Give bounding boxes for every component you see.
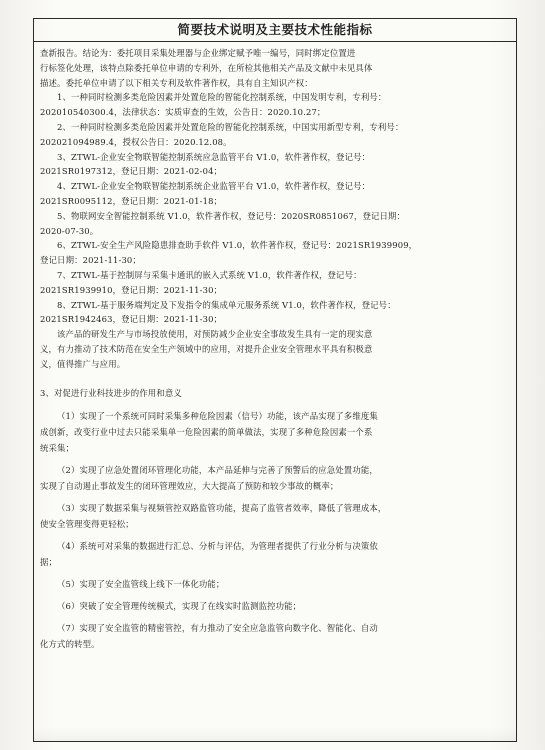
- document-body: [34, 42, 516, 652]
- intro-line: 查新报告。结论为：委托项目采集处理器与企业绑定赋予唯一编号，同时绑定位置进: [40, 48, 356, 58]
- ip-item-continuation: 202010540300.4，法律状态：实质审查的生效，公告日：2020.10.27；: [40, 107, 326, 118]
- ip-item: 7、ZTWL-基于控制屏与采集卡通讯的嵌入式系统 V1.0，软件著作权，登记号：: [57, 269, 362, 280]
- document-title: 简要技术说明及主要技术性能指标: [34, 19, 516, 42]
- benefit-item-continuation: 统采集；: [40, 443, 75, 454]
- benefit-item: （1）实现了一个系统可同时采集多种危险因素（信号）功能，该产品实现了多维度集: [57, 411, 378, 422]
- ip-item: 3、ZTWL-企业安全物联智能控制系统应急监管平台 V1.0，软件著作权，登记号：: [57, 151, 371, 162]
- benefit-item: （2）实现了应急处置闭环管理化功能，本产品延伸与完善了预警后的应急处置功能，: [57, 465, 378, 476]
- ip-item: 6、ZTWL-安全生产风险隐患排查助手软件 V1.0，软件著作权，登记号：2021SR1939909，: [57, 240, 418, 251]
- benefit-item: （7）实现了安全监管的精密管控，有力推动了安全应急监管向数字化、智能化、自动: [57, 623, 378, 634]
- benefit-item: （5）实现了安全监管线上线下一体化功能；: [57, 579, 225, 590]
- section-3-heading: 3、对促进行业科技进步的作用和意义: [40, 387, 182, 398]
- benefit-item: （3）实现了数据采集与视频管控双路监管功能，提高了监管者效率，降低了管理成本，: [57, 503, 387, 514]
- ip-item-continuation: 登记日期：2021-11-30；: [40, 255, 141, 266]
- intro-line: 描述。委托单位申请了以下相关专利及软件著作权，具有自主知识产权：: [40, 77, 313, 88]
- significance-paragraph: [40, 327, 510, 371]
- benefit-item-continuation: 化方式的转型。: [40, 639, 100, 650]
- ip-item: 4、ZTWL-企业安全物联智能控制系统企业监管平台 V1.0，软件著作权，登记号：: [57, 181, 371, 192]
- ip-item: 2、一种同时检测多类危险因素并处置危险的智能化控制系统，中国实用新型专利，专利号：: [57, 121, 404, 132]
- significance-line: 义，有力推动了技术防范在安全生产领域中的应用，对提升企业安全管理水平具有积极意: [40, 343, 373, 354]
- benefit-item-continuation: 成创新，改变行业中过去只能采集单一危险因素的简单做法，实现了多种危险因素一个系: [40, 427, 373, 438]
- benefit-item: （4）系统可对采集的数据进行汇总、分析与评估，为管理者提供了行业分析与决策依: [57, 541, 378, 552]
- document-frame: [33, 18, 517, 742]
- intro-paragraph: [40, 46, 510, 90]
- benefit-item: （6）突破了安全管理传统模式，实现了在线实时监测监控功能；: [57, 601, 302, 612]
- ip-item-continuation: 2021SR0095112，登记日期：2021-01-18；: [40, 195, 223, 206]
- benefit-item-continuation: 据；: [40, 557, 58, 568]
- significance-line: 该产品的研发生产与市场投放使用，对预防减少企业安全事故发生具有一定的现实意: [57, 329, 373, 340]
- ip-item-continuation: 202021094989.4，授权公告日：2020.12.08。: [40, 136, 232, 147]
- section-3-list: [40, 408, 510, 652]
- significance-line: 义，值得推广与应用。: [40, 358, 126, 369]
- ip-item-continuation: 2021SR0197312，登记日期：2021-02-04；: [40, 166, 223, 177]
- ip-item-continuation: 2021SR1942463，登记日期：2021-11-30；: [40, 314, 223, 325]
- intro-line: 行标签化处理，该特点除委托单位申请的专利外，在所检其他相关产品及文献中未见具体: [40, 62, 373, 73]
- benefit-item-continuation: 实现了自动遏止事故发生的闭环管理效应，大大提高了预防和较少事故的概率；: [40, 481, 339, 492]
- ip-item: 5、物联网安全智能控制系统 V1.0，软件著作权，登记号：2020SR0851067，登记日期：: [57, 210, 406, 221]
- ip-item: 8、ZTWL-基于服务端判定及下发指令的集成单元服务系统 V1.0，软件著作权，登记号：: [57, 299, 396, 310]
- ip-item-continuation: 2020-07-30。: [40, 225, 99, 236]
- ip-item: 1、一种同时检测多类危险因素并处置危险的智能化控制系统，中国发明专利，专利号：: [57, 92, 387, 103]
- paper-shadow: [34, 727, 516, 741]
- benefit-item-continuation: 使安全管理变得更轻松；: [40, 519, 134, 530]
- ip-item-continuation: 2021SR1939910，登记日期：2021-11-30；: [40, 284, 223, 295]
- ip-list: [40, 90, 510, 327]
